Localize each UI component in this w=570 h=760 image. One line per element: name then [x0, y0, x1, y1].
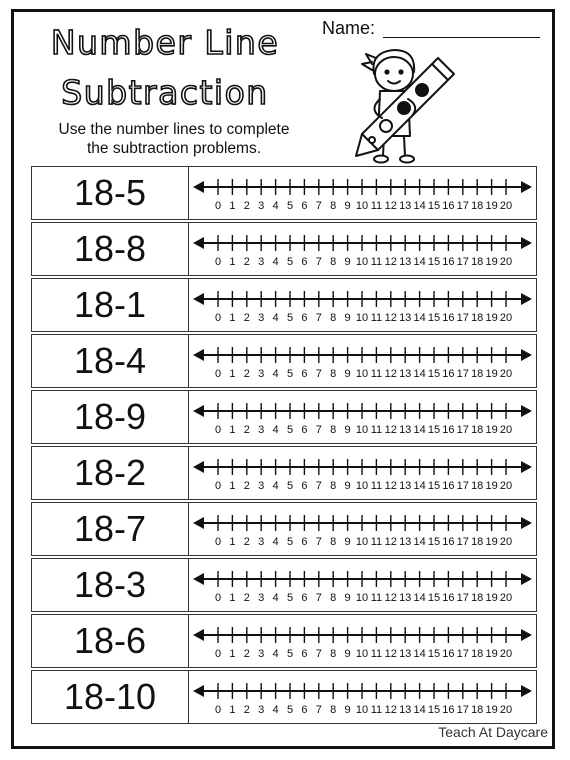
name-field[interactable]: [383, 37, 540, 38]
tick-label: 10: [355, 200, 369, 212]
tick-label: 4: [272, 312, 279, 324]
tick-label: 11: [370, 592, 383, 604]
tick-label: 20: [499, 536, 513, 548]
tick-label: 8: [330, 256, 337, 268]
tick-label: 17: [456, 648, 469, 660]
tick-label: 14: [413, 256, 426, 268]
tick-label: 7: [315, 480, 322, 492]
tick-label: 2: [243, 256, 250, 268]
number-line[interactable]: [190, 395, 535, 441]
tick-label: 1: [229, 256, 236, 268]
tick-label: 7: [315, 312, 322, 324]
tick-label: 2: [243, 648, 250, 660]
tick-label: 3: [258, 480, 265, 492]
tick-label: 5: [286, 480, 294, 492]
problem-expression: 18-10: [32, 671, 189, 723]
tick-label: 17: [456, 536, 469, 548]
tick-label: 10: [355, 704, 369, 716]
tick-label: 16: [442, 312, 455, 324]
tick-label: 18: [471, 704, 484, 716]
tick-label: 9: [344, 424, 351, 436]
tick-label: 14: [413, 704, 426, 716]
number-line[interactable]: [190, 619, 535, 665]
tick-label: 2: [243, 312, 250, 324]
tick-label: 10: [355, 592, 369, 604]
tick-label: 6: [301, 648, 308, 660]
tick-label: 3: [258, 312, 265, 324]
tick-label: 0: [214, 424, 222, 436]
tick-label: 7: [315, 256, 322, 268]
tick-label: 0: [214, 648, 222, 660]
tick-label: 20: [499, 704, 513, 716]
arrow-right-icon: [521, 293, 532, 305]
tick-label: 18: [471, 312, 484, 324]
tick-label: 1: [229, 424, 236, 436]
tick-label: 1: [229, 648, 236, 660]
tick-label: 0: [214, 256, 222, 268]
tick-label: 9: [344, 312, 351, 324]
tick-label: 16: [442, 200, 455, 212]
tick-label: 5: [286, 536, 294, 548]
tick-label: 0: [214, 312, 222, 324]
tick-label: 19: [485, 312, 498, 324]
tick-label: 16: [442, 592, 455, 604]
tick-label: 12: [384, 704, 397, 716]
tick-label: 19: [485, 704, 498, 716]
instructions: [24, 120, 324, 158]
problem-expression: 18-9: [32, 391, 189, 443]
tick-label: 17: [456, 480, 469, 492]
instructions-line-1: Use the number lines to complete: [58, 121, 290, 138]
tick-label: 12: [384, 536, 397, 548]
tick-label: 14: [413, 424, 426, 436]
tick-label: 5: [286, 592, 294, 604]
tick-label: 19: [485, 480, 498, 492]
tick-label: 0: [214, 200, 222, 212]
tick-label: 17: [456, 200, 469, 212]
tick-label: 6: [301, 592, 308, 604]
tick-label: 3: [258, 592, 265, 604]
tick-label: 8: [330, 368, 337, 380]
tick-label: 19: [485, 592, 498, 604]
tick-label: 12: [384, 368, 397, 380]
tick-label: 13: [399, 480, 412, 492]
tick-label: 19: [485, 200, 498, 212]
tick-label: 15: [427, 312, 441, 324]
tick-label: 8: [330, 648, 337, 660]
tick-label: 15: [427, 424, 441, 436]
arrow-left-icon: [193, 685, 204, 697]
tick-label: 2: [243, 200, 250, 212]
problem-row: [31, 502, 537, 556]
tick-label: 8: [330, 480, 337, 492]
arrow-right-icon: [521, 573, 532, 585]
arrow-left-icon: [193, 293, 204, 305]
number-line[interactable]: [190, 227, 535, 273]
tick-label: 19: [485, 256, 498, 268]
tick-label: 4: [272, 424, 279, 436]
tick-label: 20: [499, 256, 513, 268]
tick-label: 20: [499, 368, 513, 380]
arrow-left-icon: [193, 517, 204, 529]
tick-label: 8: [330, 200, 337, 212]
tick-label: 8: [330, 424, 337, 436]
problem-expression: 18-4: [32, 335, 189, 387]
tick-label: 6: [301, 536, 308, 548]
tick-label: 12: [384, 256, 397, 268]
tick-label: 1: [229, 368, 236, 380]
tick-label: 20: [499, 592, 513, 604]
tick-label: 5: [286, 704, 294, 716]
tick-label: 8: [330, 312, 337, 324]
arrow-left-icon: [193, 349, 204, 361]
tick-label: 2: [243, 424, 250, 436]
tick-label: 11: [370, 648, 383, 660]
tick-label: 4: [272, 648, 279, 660]
tick-label: 17: [456, 312, 469, 324]
tick-label: 13: [399, 256, 412, 268]
tick-label: 2: [243, 368, 250, 380]
tick-label: 16: [442, 648, 455, 660]
tick-label: 7: [315, 368, 322, 380]
tick-label: 14: [413, 536, 426, 548]
tick-label: 3: [258, 704, 265, 716]
title-line-2: Subtraction: [61, 73, 269, 112]
problem-row: [31, 222, 537, 276]
problem-expression: 18-5: [32, 167, 189, 219]
tick-label: 18: [471, 424, 484, 436]
arrow-right-icon: [521, 517, 532, 529]
tick-label: 4: [272, 592, 279, 604]
tick-label: 15: [427, 648, 441, 660]
tick-label: 17: [456, 704, 469, 716]
arrow-right-icon: [521, 349, 532, 361]
problem-row: [31, 558, 537, 612]
tick-label: 4: [272, 704, 279, 716]
tick-label: 10: [355, 256, 369, 268]
tick-label: 5: [286, 368, 294, 380]
tick-label: 3: [258, 256, 265, 268]
tick-label: 2: [243, 592, 250, 604]
tick-label: 20: [499, 312, 513, 324]
tick-label: 19: [485, 536, 498, 548]
tick-label: 9: [344, 536, 351, 548]
tick-label: 5: [286, 424, 294, 436]
tick-label: 16: [442, 480, 455, 492]
number-line[interactable]: [190, 171, 535, 217]
arrow-left-icon: [193, 573, 204, 585]
tick-label: 11: [370, 312, 383, 324]
number-line[interactable]: [190, 283, 535, 329]
tick-label: 10: [355, 312, 369, 324]
tick-label: 12: [384, 312, 397, 324]
tick-label: 17: [456, 592, 469, 604]
tick-label: 0: [214, 592, 222, 604]
arrow-right-icon: [521, 237, 532, 249]
tick-label: 1: [229, 480, 236, 492]
tick-label: 11: [370, 424, 383, 436]
tick-label: 9: [344, 592, 351, 604]
tick-label: 0: [214, 704, 222, 716]
tick-label: 7: [315, 704, 322, 716]
tick-label: 4: [272, 200, 279, 212]
tick-label: 13: [399, 648, 412, 660]
tick-label: 19: [485, 648, 498, 660]
tick-label: 3: [258, 536, 265, 548]
tick-label: 14: [413, 200, 426, 212]
tick-label: 15: [427, 200, 441, 212]
arrow-left-icon: [193, 405, 204, 417]
tick-label: 13: [399, 592, 412, 604]
tick-label: 14: [413, 312, 426, 324]
tick-label: 14: [413, 648, 426, 660]
tick-label: 8: [330, 704, 337, 716]
tick-label: 8: [330, 536, 337, 548]
tick-label: 3: [258, 648, 265, 660]
tick-label: 9: [344, 704, 351, 716]
tick-label: 5: [286, 200, 294, 212]
tick-label: 15: [427, 536, 441, 548]
tick-label: 13: [399, 200, 412, 212]
tick-label: 10: [355, 424, 369, 436]
tick-label: 6: [301, 312, 308, 324]
tick-label: 13: [399, 368, 412, 380]
tick-label: 13: [399, 704, 412, 716]
footer-credit: Teach At Daycare: [438, 724, 548, 740]
tick-label: 15: [427, 592, 441, 604]
tick-label: 6: [301, 200, 308, 212]
tick-label: 14: [413, 592, 426, 604]
tick-label: 8: [330, 592, 337, 604]
problem-row: [31, 670, 537, 724]
tick-label: 4: [272, 536, 279, 548]
tick-label: 9: [344, 256, 351, 268]
problem-row: [31, 390, 537, 444]
tick-label: 4: [272, 480, 279, 492]
tick-label: 19: [485, 368, 498, 380]
tick-label: 6: [301, 256, 308, 268]
tick-label: 1: [229, 312, 236, 324]
tick-label: 12: [384, 200, 397, 212]
arrow-left-icon: [193, 461, 204, 473]
tick-label: 19: [485, 424, 498, 436]
tick-label: 20: [499, 200, 513, 212]
tick-label: 15: [427, 704, 441, 716]
tick-label: 18: [471, 480, 484, 492]
problem-expression: 18-8: [32, 223, 189, 275]
tick-label: 7: [315, 200, 322, 212]
arrow-right-icon: [521, 405, 532, 417]
title-line-1: Number Line: [50, 23, 280, 62]
tick-label: 10: [355, 368, 369, 380]
tick-label: 18: [471, 256, 484, 268]
tick-label: 17: [456, 368, 469, 380]
arrow-left-icon: [193, 237, 204, 249]
instructions-line-2: the subtraction problems.: [86, 140, 262, 157]
tick-label: 4: [272, 368, 279, 380]
tick-label: 0: [214, 480, 222, 492]
tick-label: 14: [413, 480, 426, 492]
problem-row: [31, 166, 537, 220]
tick-label: 16: [442, 368, 455, 380]
name-label: Name:: [322, 18, 376, 38]
tick-label: 18: [471, 592, 484, 604]
tick-label: 12: [384, 480, 397, 492]
tick-label: 6: [301, 480, 308, 492]
tick-label: 2: [243, 704, 250, 716]
number-line[interactable]: [190, 451, 535, 497]
tick-label: 7: [315, 648, 322, 660]
arrow-right-icon: [521, 461, 532, 473]
tick-label: 12: [384, 648, 397, 660]
tick-label: 13: [399, 424, 412, 436]
tick-label: 18: [471, 368, 484, 380]
tick-label: 6: [301, 368, 308, 380]
tick-label: 16: [442, 704, 455, 716]
arrow-right-icon: [521, 181, 532, 193]
tick-label: 0: [214, 368, 222, 380]
tick-label: 15: [427, 256, 441, 268]
tick-label: 20: [499, 480, 513, 492]
tick-label: 17: [456, 256, 469, 268]
tick-label: 15: [427, 480, 441, 492]
tick-label: 1: [229, 536, 236, 548]
problem-row: [31, 446, 537, 500]
tick-label: 5: [286, 256, 294, 268]
tick-label: 12: [384, 424, 397, 436]
tick-label: 11: [370, 368, 383, 380]
problem-expression: 18-6: [32, 615, 189, 667]
tick-label: 6: [301, 704, 308, 716]
tick-label: 6: [301, 424, 308, 436]
tick-label: 10: [355, 536, 369, 548]
tick-label: 9: [344, 368, 351, 380]
tick-label: 3: [258, 424, 265, 436]
arrow-right-icon: [521, 685, 532, 697]
number-line[interactable]: [190, 339, 535, 385]
tick-label: 16: [442, 424, 455, 436]
tick-label: 9: [344, 200, 351, 212]
tick-label: 18: [471, 536, 484, 548]
arrow-right-icon: [521, 629, 532, 641]
problem-row: [31, 334, 537, 388]
tick-label: 7: [315, 424, 322, 436]
tick-label: 2: [243, 536, 250, 548]
tick-label: 11: [370, 704, 383, 716]
problem-list: [31, 166, 537, 726]
tick-label: 1: [229, 704, 236, 716]
tick-label: 15: [427, 368, 441, 380]
problem-row: [31, 614, 537, 668]
tick-label: 5: [286, 648, 294, 660]
tick-label: 11: [370, 256, 383, 268]
tick-label: 7: [315, 592, 322, 604]
tick-label: 16: [442, 256, 455, 268]
tick-label: 7: [315, 536, 322, 548]
tick-label: 1: [229, 592, 236, 604]
problem-expression: 18-7: [32, 503, 189, 555]
tick-label: 4: [272, 256, 279, 268]
tick-label: 10: [355, 480, 369, 492]
tick-label: 9: [344, 480, 351, 492]
problem-expression: 18-3: [32, 559, 189, 611]
tick-label: 3: [258, 368, 265, 380]
tick-label: 3: [258, 200, 265, 212]
tick-label: 16: [442, 536, 455, 548]
tick-label: 18: [471, 648, 484, 660]
kid-with-pencil-illustration: [352, 44, 462, 170]
tick-label: 0: [214, 536, 222, 548]
arrow-left-icon: [193, 629, 204, 641]
tick-label: 17: [456, 424, 469, 436]
tick-label: 12: [384, 592, 397, 604]
problem-expression: 18-2: [32, 447, 189, 499]
tick-label: 14: [413, 368, 426, 380]
tick-label: 20: [499, 648, 513, 660]
tick-label: 13: [399, 536, 412, 548]
tick-label: 11: [370, 200, 383, 212]
number-line[interactable]: [190, 675, 535, 721]
tick-label: 10: [355, 648, 369, 660]
tick-label: 5: [286, 312, 294, 324]
tick-label: 11: [370, 536, 383, 548]
problem-row: [31, 278, 537, 332]
problem-expression: 18-1: [32, 279, 189, 331]
tick-label: 18: [471, 200, 484, 212]
number-line[interactable]: [190, 563, 535, 609]
arrow-left-icon: [193, 181, 204, 193]
tick-label: 2: [243, 480, 250, 492]
tick-label: 9: [344, 648, 351, 660]
number-line[interactable]: [190, 507, 535, 553]
tick-label: 13: [399, 312, 412, 324]
tick-label: 11: [370, 480, 383, 492]
tick-label: 20: [499, 424, 513, 436]
tick-label: 1: [229, 200, 236, 212]
